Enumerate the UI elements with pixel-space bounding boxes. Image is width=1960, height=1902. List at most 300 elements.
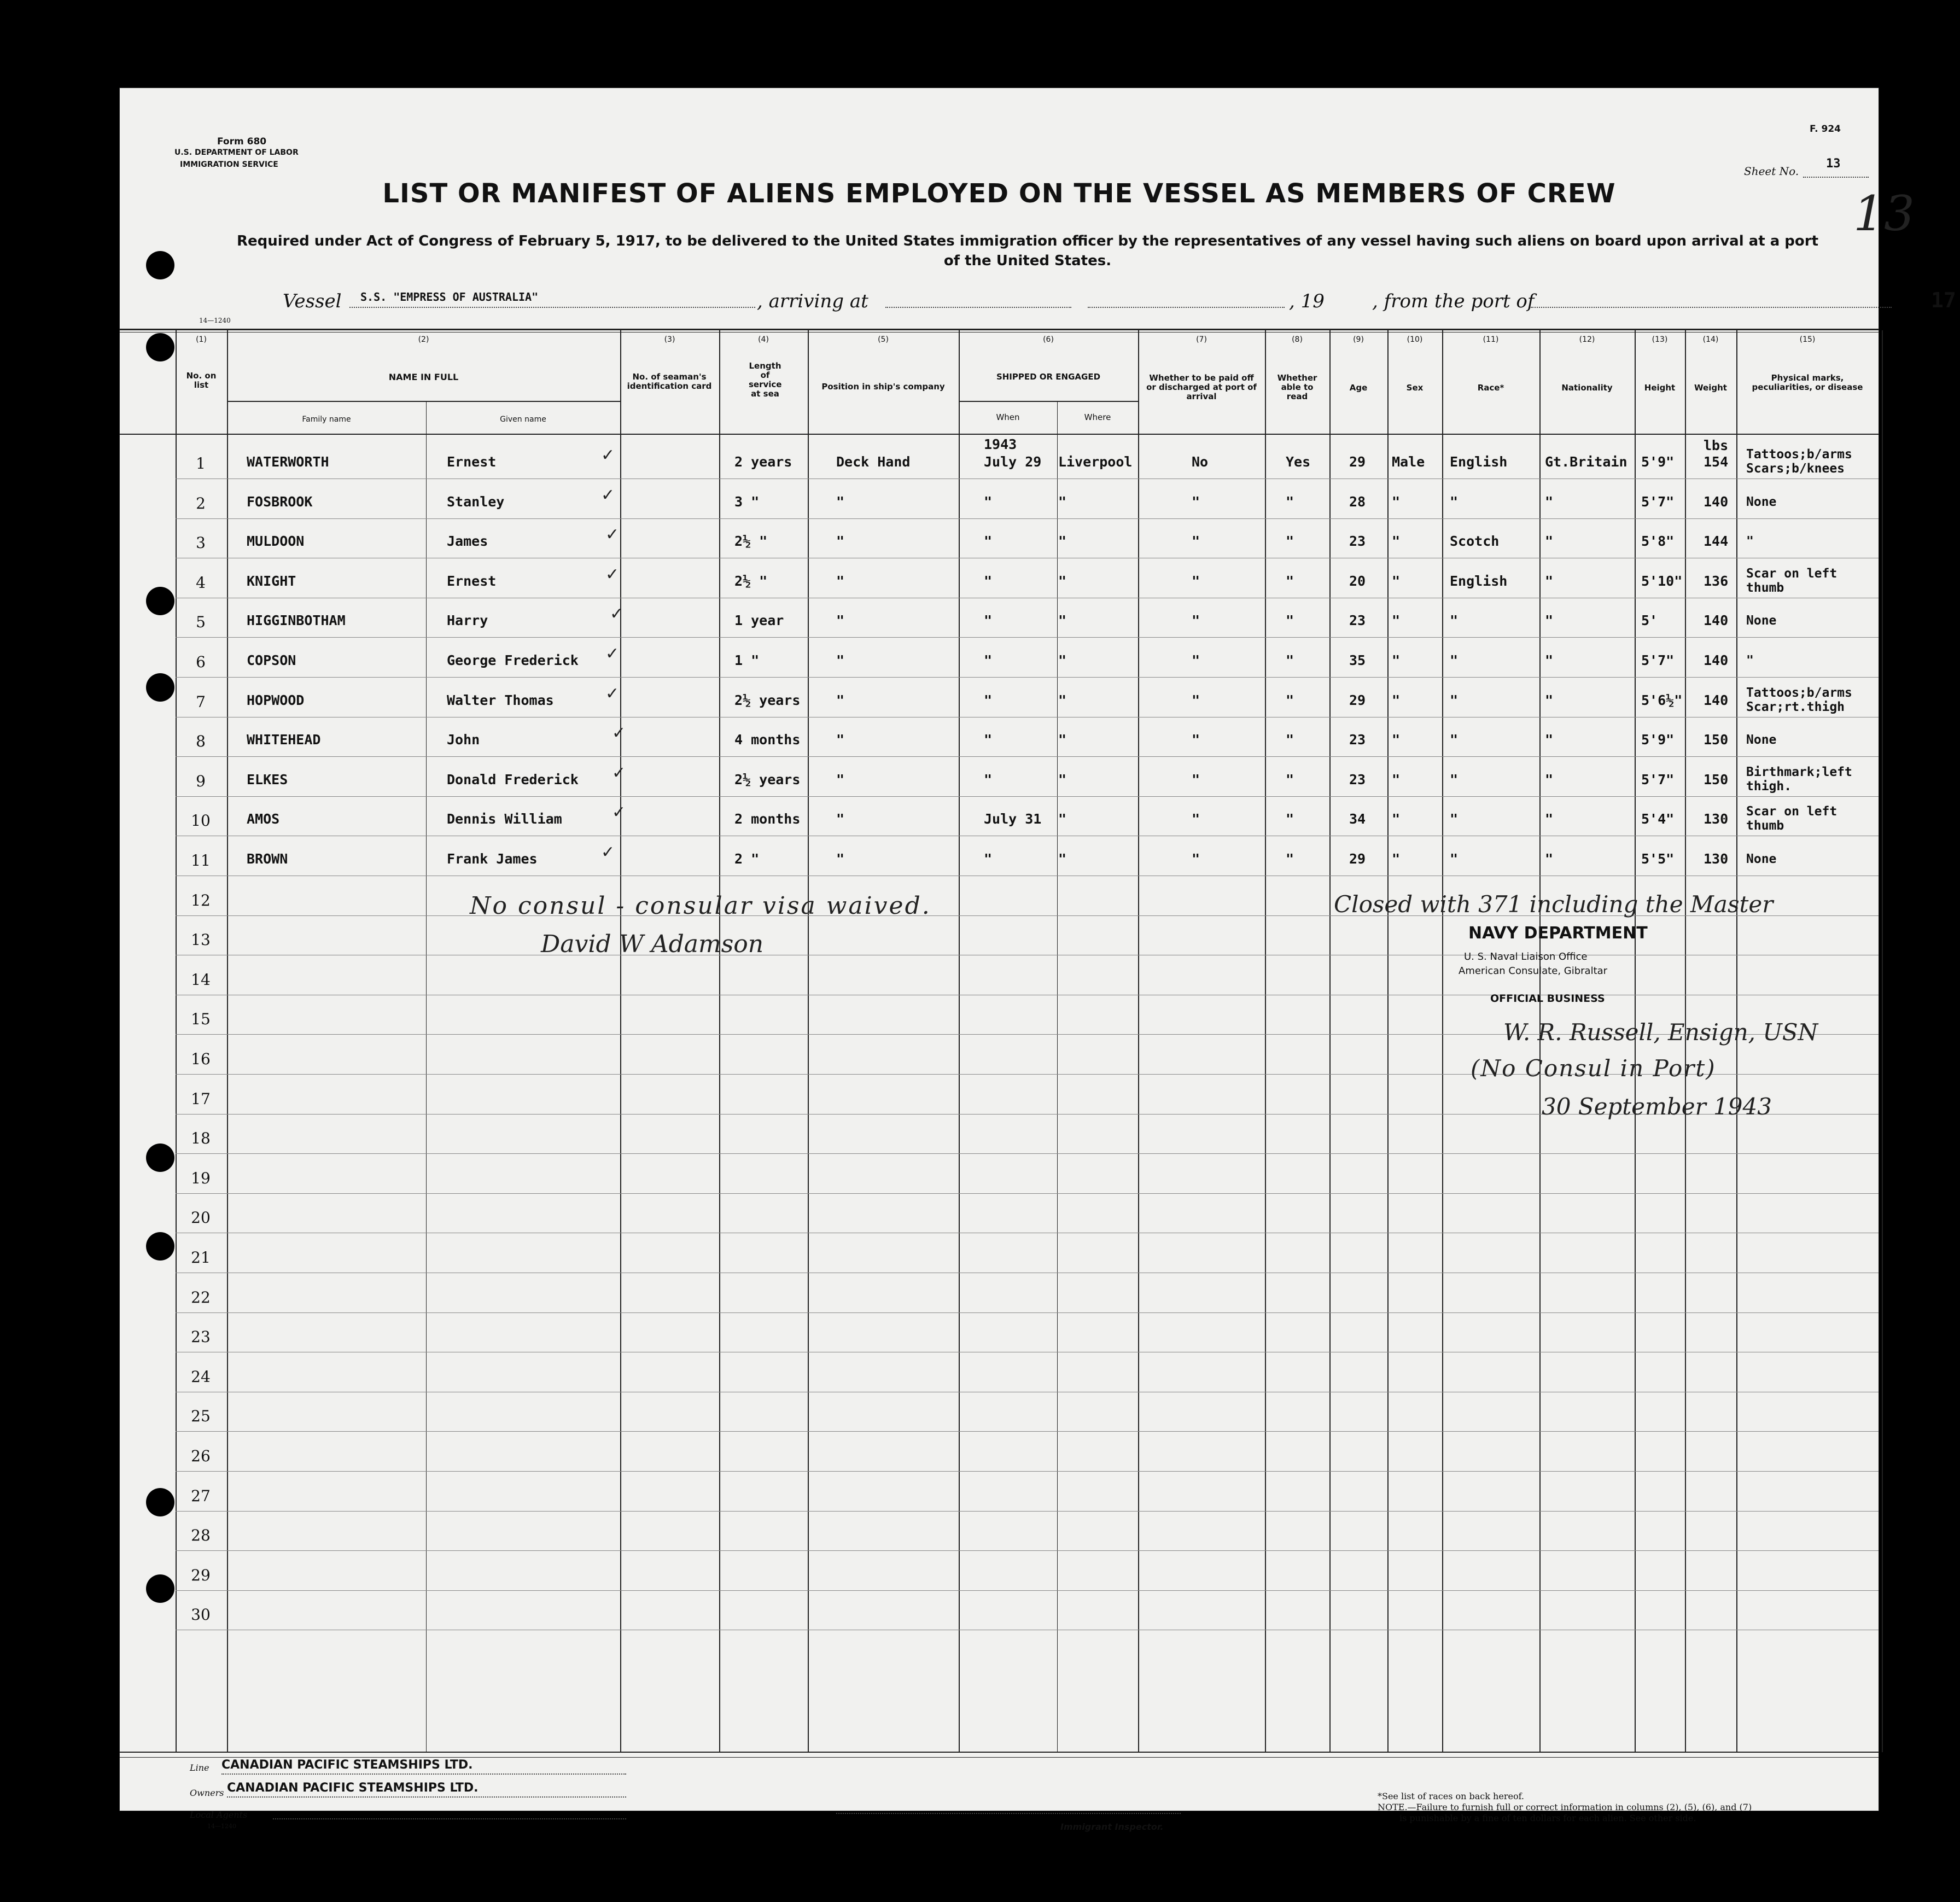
row-number: 7: [196, 692, 206, 711]
cell-sex: ": [1392, 692, 1401, 708]
footnote-penalty-cont: is punishable by a fine of ten dollars for each alien. See other side.: [1399, 1813, 1696, 1823]
cell-age: 23: [1349, 732, 1366, 748]
cell-race: English: [1450, 573, 1508, 589]
footer-agents-label: Local Agents: [190, 1810, 248, 1820]
cell-read: ": [1286, 771, 1294, 787]
cell-height: 5'7": [1641, 493, 1675, 510]
cell-height: 5'5": [1641, 851, 1675, 867]
cell-nationality: Gt.Britain: [1545, 454, 1628, 470]
col-rule: [1387, 330, 1389, 1752]
check-mark-icon: ✓: [612, 763, 626, 783]
cell-marks: Scar on left: [1746, 566, 1838, 581]
weight-unit: lbs: [1704, 437, 1729, 453]
cell-marks: Scar on left: [1746, 804, 1838, 819]
cell-paid: ": [1192, 612, 1200, 629]
cell-given: Donald Frederick: [447, 771, 579, 787]
cell-race: ": [1450, 811, 1459, 827]
cell-race: ": [1450, 732, 1459, 748]
col-rule: [719, 330, 720, 1752]
cell-service: 2½ years: [734, 771, 801, 787]
row-rule: [176, 637, 1879, 638]
cell-sex: ": [1392, 771, 1401, 787]
cell-where: ": [1058, 771, 1067, 787]
cell-height: 5'9": [1641, 732, 1675, 748]
row-number: 10: [191, 812, 211, 830]
cell-when: ": [984, 533, 993, 550]
page-subtitle: Required under Act of Congress of February 5, 1917, to be delivered to the United States immigration officer by the representatives of any vessel having such aliens on board upon arrival at a port of the United States.: [236, 233, 1819, 269]
cell-race: ": [1450, 652, 1459, 668]
cell-family: HIGGINBOTHAM: [247, 612, 346, 629]
row-number: 4: [196, 573, 206, 592]
col-num-5: (5): [878, 335, 889, 344]
col-num-4: (4): [758, 335, 769, 344]
footer-agents-underline: [273, 1818, 626, 1819]
row-number: 27: [191, 1486, 211, 1505]
row-rule: [176, 1312, 1879, 1313]
col-num-10: (10): [1407, 335, 1423, 344]
cell-age: 23: [1349, 533, 1366, 550]
row-number: 22: [191, 1288, 211, 1306]
stamp-navy-department: NAVY DEPARTMENT: [1468, 924, 1648, 943]
cell-family: WATERWORTH: [247, 454, 329, 470]
row-rule: [176, 756, 1879, 757]
row-number: 6: [196, 653, 206, 671]
cell-service: 2 months: [734, 811, 801, 827]
cell-age: 34: [1349, 811, 1366, 827]
cell-family: AMOS: [247, 811, 280, 827]
cell-marks: None: [1746, 494, 1777, 509]
from-port-label: , from the port of: [1372, 290, 1535, 312]
row-rule: [176, 1153, 1879, 1154]
stamp-liaison-office: U. S. Naval Liaison Office: [1464, 951, 1588, 962]
cell-sex: ": [1392, 652, 1401, 668]
cell-when: ": [984, 851, 993, 867]
col-num-12: (12): [1579, 335, 1595, 344]
cell-family: WHITEHEAD: [247, 732, 321, 748]
cell-marks: None: [1746, 733, 1777, 748]
row-number: 30: [191, 1606, 211, 1624]
sheet-handwritten-number: 13: [1853, 185, 1915, 242]
cell-when: ": [984, 732, 993, 748]
vessel-label: Vessel: [283, 290, 342, 312]
department-label: U.S. DEPARTMENT OF LABOR: [174, 148, 299, 157]
punch-hole: [146, 251, 174, 279]
cell-service: 3 ": [734, 493, 760, 510]
from-port-line: [1531, 307, 1892, 308]
cell-marks: Birthmark;left: [1746, 765, 1852, 779]
punch-hole: [146, 1143, 174, 1172]
sheet-no-value: 13: [1826, 157, 1841, 171]
cell-weight: 150: [1704, 771, 1729, 787]
cell-sex: Male: [1392, 454, 1425, 470]
header-able-read: Whether able to read: [1277, 373, 1317, 401]
row-number: 15: [191, 1010, 211, 1029]
cell-family: ELKES: [247, 771, 288, 787]
row-rule: [176, 1550, 1879, 1551]
cell-service: 2½ ": [734, 533, 768, 550]
signature-russell: W. R. Russell, Ensign, USN: [1503, 1019, 1818, 1046]
row-rule: [176, 1511, 1879, 1512]
footer-line-value: CANADIAN PACIFIC STEAMSHIPS LTD.: [221, 1758, 473, 1772]
header-shipped-engaged: SHIPPED OR ENGAGED: [996, 372, 1101, 382]
cell-given: Walter Thomas: [447, 692, 554, 708]
col-num-15: (15): [1799, 335, 1816, 344]
header-sex: Sex: [1406, 383, 1424, 393]
cell-marks-line2: Scar;rt.thigh: [1746, 699, 1845, 714]
footer-rule: [120, 1752, 1879, 1753]
cell-when: July 31: [984, 811, 1042, 827]
cell-given: Dennis William: [447, 811, 562, 827]
cell-sex: ": [1392, 573, 1401, 589]
row-number: 24: [191, 1367, 211, 1386]
cell-marks: None: [1746, 852, 1777, 866]
cell-given: Stanley: [447, 493, 505, 510]
cell-when: ": [984, 692, 993, 708]
footer-rule-2: [120, 1757, 1879, 1758]
cell-read: ": [1286, 652, 1294, 668]
cell-weight: 130: [1704, 811, 1729, 827]
cell-sex: ": [1392, 851, 1401, 867]
cell-paid: ": [1192, 573, 1200, 589]
cell-where: Liverpool: [1058, 454, 1133, 470]
cell-paid: ": [1192, 771, 1200, 787]
cell-paid: ": [1192, 811, 1200, 827]
cell-given: George Frederick: [447, 652, 579, 668]
cell-sex: ": [1392, 612, 1401, 629]
col-num-8: (8): [1292, 335, 1303, 344]
header-height: Height: [1644, 383, 1676, 393]
footnote-penalty: NOTE.—Failure to furnish full or correct information in columns (2), (5), (6), and (7): [1378, 1802, 1752, 1812]
cell-where: ": [1058, 851, 1067, 867]
footer-owners-label: Owners: [190, 1788, 224, 1798]
header-when: When: [996, 412, 1020, 422]
row-rule: [176, 677, 1879, 678]
cell-weight: 150: [1704, 732, 1729, 748]
cell-position: ": [836, 612, 845, 629]
punch-hole: [146, 673, 174, 702]
line-number: 17: [1931, 288, 1956, 312]
shipped-header-rule: [959, 401, 1138, 402]
cell-marks-line2: thumb: [1746, 819, 1784, 833]
cell-service: 2 years: [734, 454, 792, 470]
footnote-races: *See list of races on back hereof.: [1378, 1791, 1525, 1801]
footer-owners-underline: [227, 1796, 626, 1798]
cell-nationality: ": [1545, 811, 1554, 827]
cell-weight: 136: [1704, 573, 1729, 589]
cell-when: ": [984, 612, 993, 629]
footer-form-code: 14—1240: [207, 1823, 236, 1830]
col-rule: [1442, 330, 1443, 1752]
arriving-line: [885, 307, 1071, 308]
cell-family: MULDOON: [247, 533, 305, 550]
form-code: 14—1240: [199, 317, 231, 324]
cell-read: ": [1286, 851, 1294, 867]
row-number: 8: [196, 732, 206, 751]
row-number: 25: [191, 1407, 211, 1426]
cell-where: ": [1058, 732, 1067, 748]
header-name-in-full: NAME IN FULL: [388, 372, 459, 382]
row-number: 29: [191, 1566, 211, 1584]
cell-paid: ": [1192, 493, 1200, 510]
cell-marks-line2: thigh.: [1746, 779, 1792, 794]
row-number: 21: [191, 1248, 211, 1267]
cell-service: 2½ ": [734, 573, 768, 589]
row-rule: [176, 518, 1879, 519]
col-num-7: (7): [1196, 335, 1207, 344]
row-number: 9: [196, 772, 206, 790]
form-f-number: F. 924: [1810, 124, 1841, 135]
cell-race: English: [1450, 454, 1508, 470]
row-number: 1: [196, 454, 206, 472]
cell-age: 35: [1349, 652, 1366, 668]
cell-weight: 140: [1704, 493, 1729, 510]
year-label: , 19: [1289, 290, 1325, 312]
check-mark-icon: ✓: [605, 564, 620, 584]
name-header-rule: [227, 401, 620, 402]
cell-where: ": [1058, 612, 1067, 629]
cell-when: ": [984, 771, 993, 787]
cell-service: 4 months: [734, 732, 801, 748]
cell-paid: No: [1192, 454, 1209, 470]
header-nationality: Nationality: [1561, 383, 1613, 393]
cell-race: ": [1450, 851, 1459, 867]
cell-age: 23: [1349, 612, 1366, 629]
cell-where: ": [1058, 692, 1067, 708]
footer-line-label: Line: [190, 1763, 209, 1773]
stamp-consulate: American Consulate, Gibraltar: [1459, 965, 1608, 977]
col-rule: [1057, 401, 1058, 1752]
cell-weight: 140: [1704, 652, 1729, 668]
check-mark-icon: ✓: [605, 525, 620, 545]
header-where: Where: [1084, 412, 1111, 422]
row-number: 16: [191, 1050, 211, 1068]
col-rule: [1882, 330, 1883, 1752]
manifest-sheet: [119, 87, 1956, 1832]
header-paid-off: Whether to be paid off or discharged at port of arrival: [1146, 373, 1257, 401]
cell-paid: ": [1192, 732, 1200, 748]
cell-marks: Tattoos;b/arms: [1746, 447, 1852, 462]
col-num-9: (9): [1353, 335, 1364, 344]
header-weight: Weight: [1694, 383, 1727, 393]
row-number: 3: [196, 534, 206, 552]
cell-family: HOPWOOD: [247, 692, 305, 708]
punch-hole: [146, 1232, 174, 1261]
cell-given: Ernest: [447, 454, 497, 470]
cell-when: ": [984, 493, 993, 510]
cell-paid: ": [1192, 652, 1200, 668]
cell-sex: ": [1392, 533, 1401, 550]
col-rule: [620, 330, 621, 1752]
cell-nationality: ": [1545, 493, 1554, 510]
row-number: 11: [191, 851, 211, 870]
cell-marks-line2: Scars;b/knees: [1746, 462, 1845, 476]
cell-read: ": [1286, 612, 1294, 629]
closed-note: Closed with 371 including the Master: [1334, 891, 1774, 918]
cell-given: Frank James: [447, 851, 538, 867]
cell-weight: 130: [1704, 851, 1729, 867]
vessel-line: [349, 307, 755, 308]
page-title: LIST OR MANIFEST OF ALIENS EMPLOYED ON THE VESSEL AS MEMBERS OF CREW: [382, 178, 1616, 209]
col-num-11: (11): [1483, 335, 1499, 344]
service-label: IMMIGRATION SERVICE: [180, 160, 278, 169]
cell-height: 5'10": [1641, 573, 1683, 589]
cell-height: 5'4": [1641, 811, 1675, 827]
row-rule: [176, 1471, 1879, 1472]
cell-race: Scotch: [1450, 533, 1500, 550]
row-number: 23: [191, 1328, 211, 1346]
cell-nationality: ": [1545, 732, 1554, 748]
cell-position: Deck Hand: [836, 454, 911, 470]
cell-nationality: ": [1545, 652, 1554, 668]
header-position: Position in ship's company: [821, 382, 945, 392]
arriving-label: , arriving at: [757, 290, 868, 312]
col-rule: [808, 330, 809, 1752]
cell-service: 2 ": [734, 851, 760, 867]
cell-marks: ": [1746, 654, 1754, 668]
form-number: Form 680: [217, 136, 267, 147]
cell-height: 5'7": [1641, 771, 1675, 787]
cell-read: ": [1286, 493, 1294, 510]
punch-hole: [146, 587, 174, 615]
col-rule: [1329, 330, 1331, 1752]
cell-position: ": [836, 573, 845, 589]
cell-nationality: ": [1545, 612, 1554, 629]
cell-where: ": [1058, 573, 1067, 589]
cell-service: 2½ years: [734, 692, 801, 708]
cell-sex: ": [1392, 811, 1401, 827]
no-consul-note: (No Consul in Port): [1471, 1055, 1716, 1082]
cell-height: 5'8": [1641, 533, 1675, 550]
check-mark-icon: ✓: [601, 843, 615, 862]
col-rule: [176, 330, 177, 1752]
date-line: [1088, 307, 1285, 308]
cell-given: James: [447, 533, 488, 550]
cell-read: ": [1286, 692, 1294, 708]
footer-owners-value: CANADIAN PACIFIC STEAMSHIPS LTD.: [227, 1781, 479, 1795]
cell-position: ": [836, 771, 845, 787]
vessel-name: S.S. "EMPRESS OF AUSTRALIA": [360, 290, 539, 304]
row-rule: [176, 1431, 1879, 1432]
cell-weight: 140: [1704, 692, 1729, 708]
cell-nationality: ": [1545, 573, 1554, 589]
cell-race: ": [1450, 692, 1459, 708]
cell-height: 5'7": [1641, 652, 1675, 668]
row-rule: [176, 1590, 1879, 1591]
cell-age: 20: [1349, 573, 1366, 589]
check-mark-icon: ✓: [610, 604, 624, 624]
check-mark-icon: ✓: [601, 446, 615, 465]
cell-family: KNIGHT: [247, 573, 296, 589]
header-length-service: Length of service at sea: [749, 361, 782, 399]
cell-age: 29: [1349, 692, 1366, 708]
cell-age: 29: [1349, 454, 1366, 470]
row-number: 2: [196, 494, 206, 512]
cell-read: ": [1286, 533, 1294, 550]
cell-age: 29: [1349, 851, 1366, 867]
year-shipped: 1943: [984, 436, 1017, 452]
cell-marks: Tattoos;b/arms: [1746, 685, 1852, 700]
cell-read: ": [1286, 573, 1294, 589]
cell-nationality: ": [1545, 771, 1554, 787]
cell-family: COPSON: [247, 652, 296, 668]
header-no-on-list: No. on list: [186, 371, 217, 390]
cell-race: ": [1450, 493, 1459, 510]
row-number: 12: [191, 891, 211, 909]
punch-hole: [146, 1488, 174, 1516]
header-race: Race*: [1477, 383, 1504, 393]
cell-height: 5'6½": [1641, 692, 1683, 708]
cell-given: Harry: [447, 612, 488, 629]
signature-adamson: David W Adamson: [541, 930, 764, 958]
cell-given: Ernest: [447, 573, 497, 589]
cell-read: ": [1286, 811, 1294, 827]
cell-height: 5'9": [1641, 454, 1675, 470]
cell-where: ": [1058, 493, 1067, 510]
header-id-card: No. of seaman's identification card: [627, 372, 712, 391]
cell-where: ": [1058, 811, 1067, 827]
cell-position: ": [836, 811, 845, 827]
cell-marks: None: [1746, 614, 1777, 628]
row-number: 19: [191, 1169, 211, 1187]
header-age: Age: [1349, 383, 1368, 393]
sheet-no-line: [1803, 177, 1869, 178]
cell-weight: 154: [1704, 454, 1729, 470]
cell-marks-line2: thumb: [1746, 580, 1784, 595]
cell-age: 28: [1349, 493, 1366, 510]
cell-race: ": [1450, 771, 1459, 787]
cell-marks: ": [1746, 534, 1754, 549]
header-family-name: Family name: [302, 415, 351, 424]
col-rule: [1138, 330, 1139, 1752]
check-mark-icon: ✓: [612, 803, 626, 822]
check-mark-icon: ✓: [605, 684, 620, 703]
col-num-3: (3): [664, 335, 675, 344]
col-num-13: (13): [1652, 335, 1668, 344]
row-number: 13: [191, 931, 211, 949]
row-number: 26: [191, 1447, 211, 1465]
cell-position: ": [836, 652, 845, 668]
row-number: 14: [191, 970, 211, 989]
cell-service: 1 ": [734, 652, 760, 668]
cell-family: FOSBROOK: [247, 493, 313, 510]
consul-note: No consul - consular visa waived.: [470, 892, 931, 920]
cell-position: ": [836, 732, 845, 748]
check-mark-icon: ✓: [601, 485, 615, 505]
header-bottom-rule: [120, 434, 1879, 435]
col-num-1: (1): [196, 335, 207, 344]
inspector-line: [836, 1813, 1181, 1814]
row-rule: [176, 796, 1879, 797]
col-num-6: (6): [1043, 335, 1054, 344]
signed-date: 30 September 1943: [1542, 1093, 1772, 1120]
cell-where: ": [1058, 533, 1067, 550]
col-num-2: (2): [418, 335, 429, 344]
cell-position: ": [836, 493, 845, 510]
cell-paid: ": [1192, 533, 1200, 550]
cell-nationality: ": [1545, 533, 1554, 550]
stamp-official-business: OFFICIAL BUSINESS: [1490, 993, 1605, 1005]
col-num-14: (14): [1702, 335, 1719, 344]
cell-position: ": [836, 692, 845, 708]
header-physical-marks: Physical marks, peculiarities, or disease: [1752, 373, 1863, 392]
cell-nationality: ": [1545, 851, 1554, 867]
cell-given: John: [447, 732, 480, 748]
cell-position: ": [836, 851, 845, 867]
cell-read: ": [1286, 732, 1294, 748]
punch-hole: [146, 1574, 174, 1603]
row-number: 28: [191, 1526, 211, 1545]
cell-paid: ": [1192, 692, 1200, 708]
